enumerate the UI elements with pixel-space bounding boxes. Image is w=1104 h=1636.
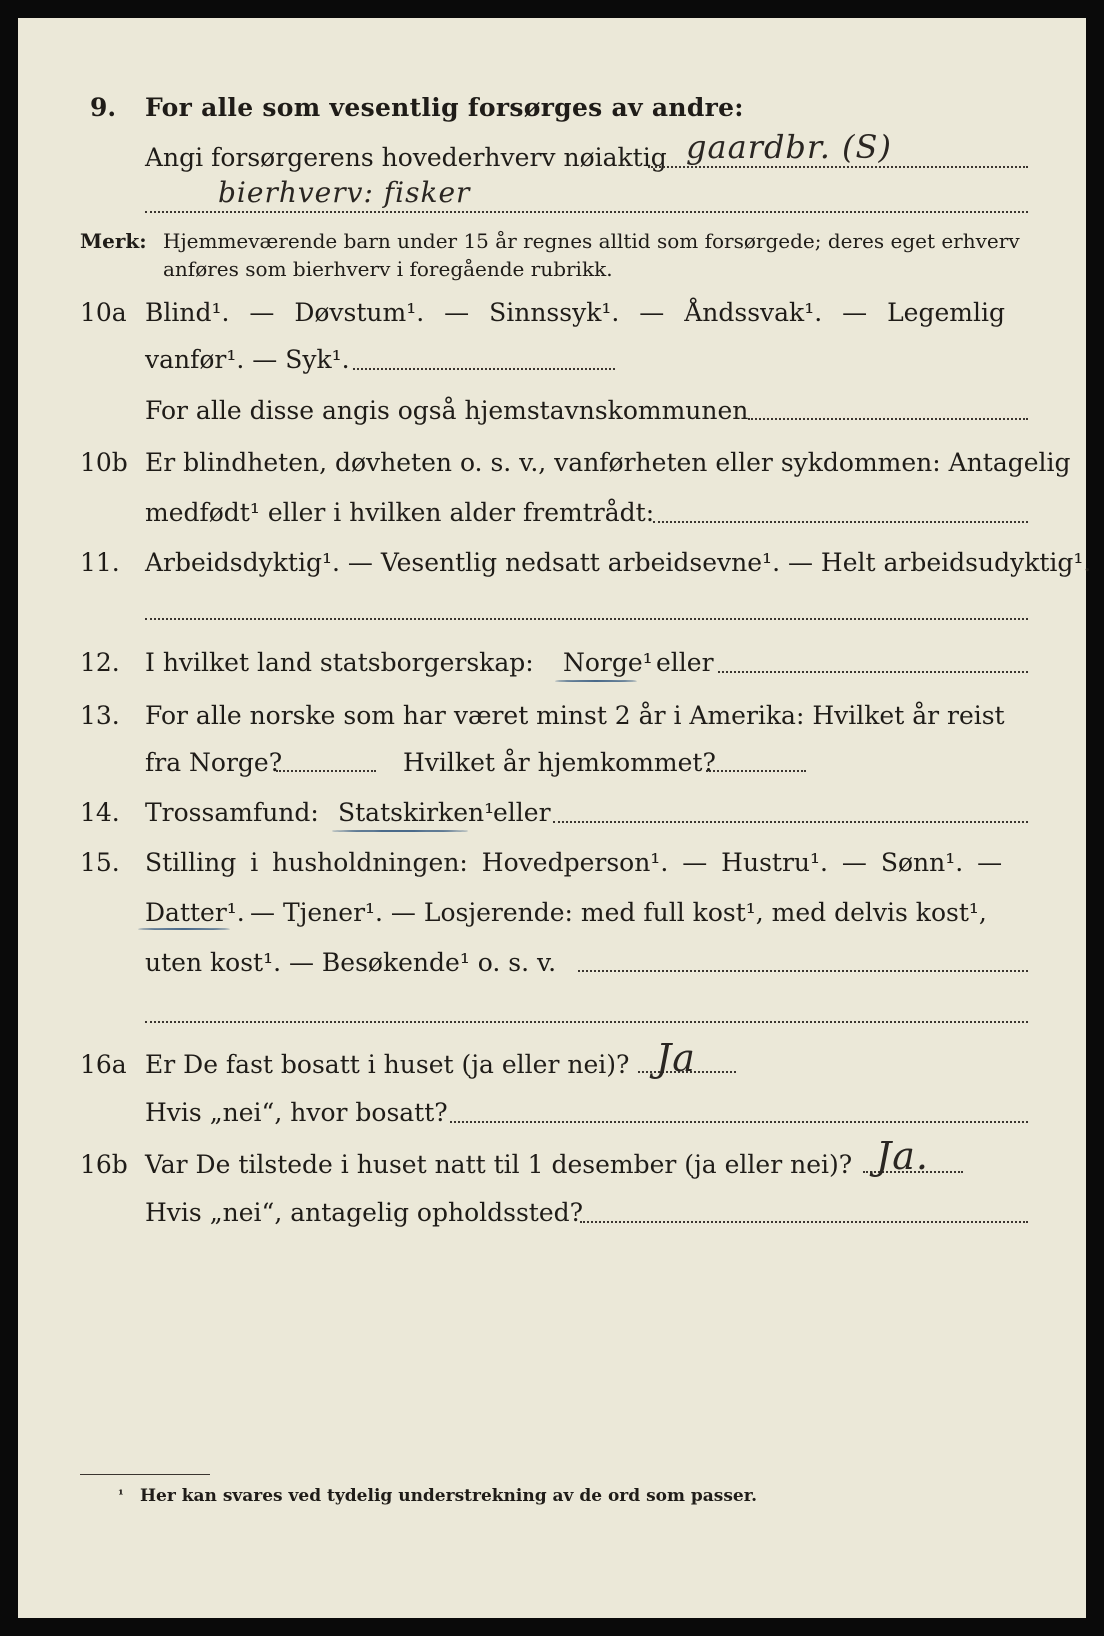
q14-underlined-answer: Statskirken¹ xyxy=(338,798,495,827)
q9-answer-line1 xyxy=(648,166,1028,168)
q16b-location-line xyxy=(580,1221,1028,1223)
q16a-number: 16a xyxy=(80,1050,127,1079)
q12-text-pre: I hvilket land statsborgerskap: xyxy=(145,648,534,677)
q13-line1: For alle norske som har været minst 2 år i Amerika: Hvilket år reist xyxy=(145,701,1005,730)
q16a-handwritten-answer: Ja xyxy=(656,1036,696,1080)
merk-line2: anføres som bierhverv i foregående rubrikk. xyxy=(163,257,613,281)
q16a-line2: Hvis „nei“, hvor bosatt? xyxy=(145,1098,448,1127)
q12-answer-line xyxy=(718,671,1028,673)
q9-number: 9. xyxy=(90,93,117,122)
footnote-rule xyxy=(80,1474,210,1475)
q12-text-post: eller xyxy=(656,648,714,677)
q16a-line1: Er De fast bosatt i huset (ja eller nei)? xyxy=(145,1050,630,1079)
q15-line2-rest: — Tjener¹. — Losjerende: med full kost¹, med delvis kost¹, xyxy=(250,898,987,927)
q14-text-post: eller xyxy=(493,798,551,827)
q11-answer-line xyxy=(145,618,1028,620)
q14-text-pre: Trossamfund: xyxy=(145,798,319,827)
q11-line1: Arbeidsdyktig¹. — Vesentlig nedsatt arbeidsevne¹. — Helt arbeidsudyktig¹. xyxy=(145,548,1092,577)
q10a-line1: Blind¹. — Døvstum¹. — Sinnssyk¹. — Åndssvak¹. — Legemlig xyxy=(145,298,1005,327)
q13-number: 13. xyxy=(80,701,120,730)
q15-answer-underline xyxy=(138,928,230,930)
q11-number: 11. xyxy=(80,548,120,577)
q13-return-year-line xyxy=(706,770,806,772)
merk-line1: Hjemmeværende barn under 15 år regnes alltid som forsørgede; deres eget erhverv xyxy=(163,229,1020,253)
q10a-line3: For alle disse angis også hjemstavnskommunen xyxy=(145,396,749,425)
merk-label: Merk: xyxy=(80,229,147,253)
q12-number: 12. xyxy=(80,648,120,677)
q16b-line2: Hvis „nei“, antagelig opholdssted? xyxy=(145,1198,584,1227)
q14-number: 14. xyxy=(80,798,120,827)
q16b-line1: Var De tilstede i huset natt til 1 desember (ja eller nei)? xyxy=(145,1150,853,1179)
q15-line3: uten kost¹. — Besøkende¹ o. s. v. xyxy=(145,948,557,977)
q15-underlined-answer: Datter¹. xyxy=(145,898,245,927)
q15-line1: Stilling i husholdningen: Hovedperson¹. — Hustru¹. — Sønn¹. — xyxy=(145,848,1003,877)
q15-number: 15. xyxy=(80,848,120,877)
q9-line2: Angi forsørgerens hovederhverv nøiaktig xyxy=(145,143,667,172)
q10a-answer-line xyxy=(353,368,615,370)
q10b-number: 10b xyxy=(80,448,128,477)
q13-line2a: fra Norge? xyxy=(145,748,283,777)
q14-answer-line xyxy=(553,821,1028,823)
q10b-line2: medfødt¹ eller i hvilken alder fremtrådt: xyxy=(145,498,655,527)
footnote-text: Her kan svares ved tydelig understrekning av de ord som passer. xyxy=(140,1486,758,1506)
q16b-number: 16b xyxy=(80,1150,128,1179)
q13-line2b: Hvilket år hjemkommet? xyxy=(403,748,716,777)
q12-underlined-answer: Norge¹ xyxy=(563,648,653,677)
q9-answer-line2 xyxy=(145,211,1028,213)
q10b-answer-line xyxy=(653,521,1028,523)
q14-answer-underline xyxy=(332,830,468,832)
census-form-page xyxy=(18,18,1092,1618)
q10a-hometown-line xyxy=(748,418,1028,420)
q15-answer-line xyxy=(578,970,1028,972)
q10b-line1: Er blindheten, døvheten o. s. v., vanførheten eller sykdommen: Antagelig xyxy=(145,448,1071,477)
q13-left-year-line xyxy=(276,770,376,772)
q16a-location-line xyxy=(450,1121,1028,1123)
q10a-number: 10a xyxy=(80,298,127,327)
q10a-line2: vanfør¹. — Syk¹. xyxy=(145,345,350,374)
q15-extra-line xyxy=(145,1021,1028,1023)
q12-answer-underline xyxy=(555,680,637,682)
q9-line1: For alle som vesentlig forsørges av andre: xyxy=(145,93,744,122)
footnote-mark: ¹ xyxy=(118,1488,124,1503)
q16b-handwritten-answer: Ja. xyxy=(876,1134,929,1178)
q9-handwritten-answer1: gaardbr. (S) xyxy=(686,128,892,166)
q9-handwritten-answer2: bierhverv: fisker xyxy=(218,176,471,209)
